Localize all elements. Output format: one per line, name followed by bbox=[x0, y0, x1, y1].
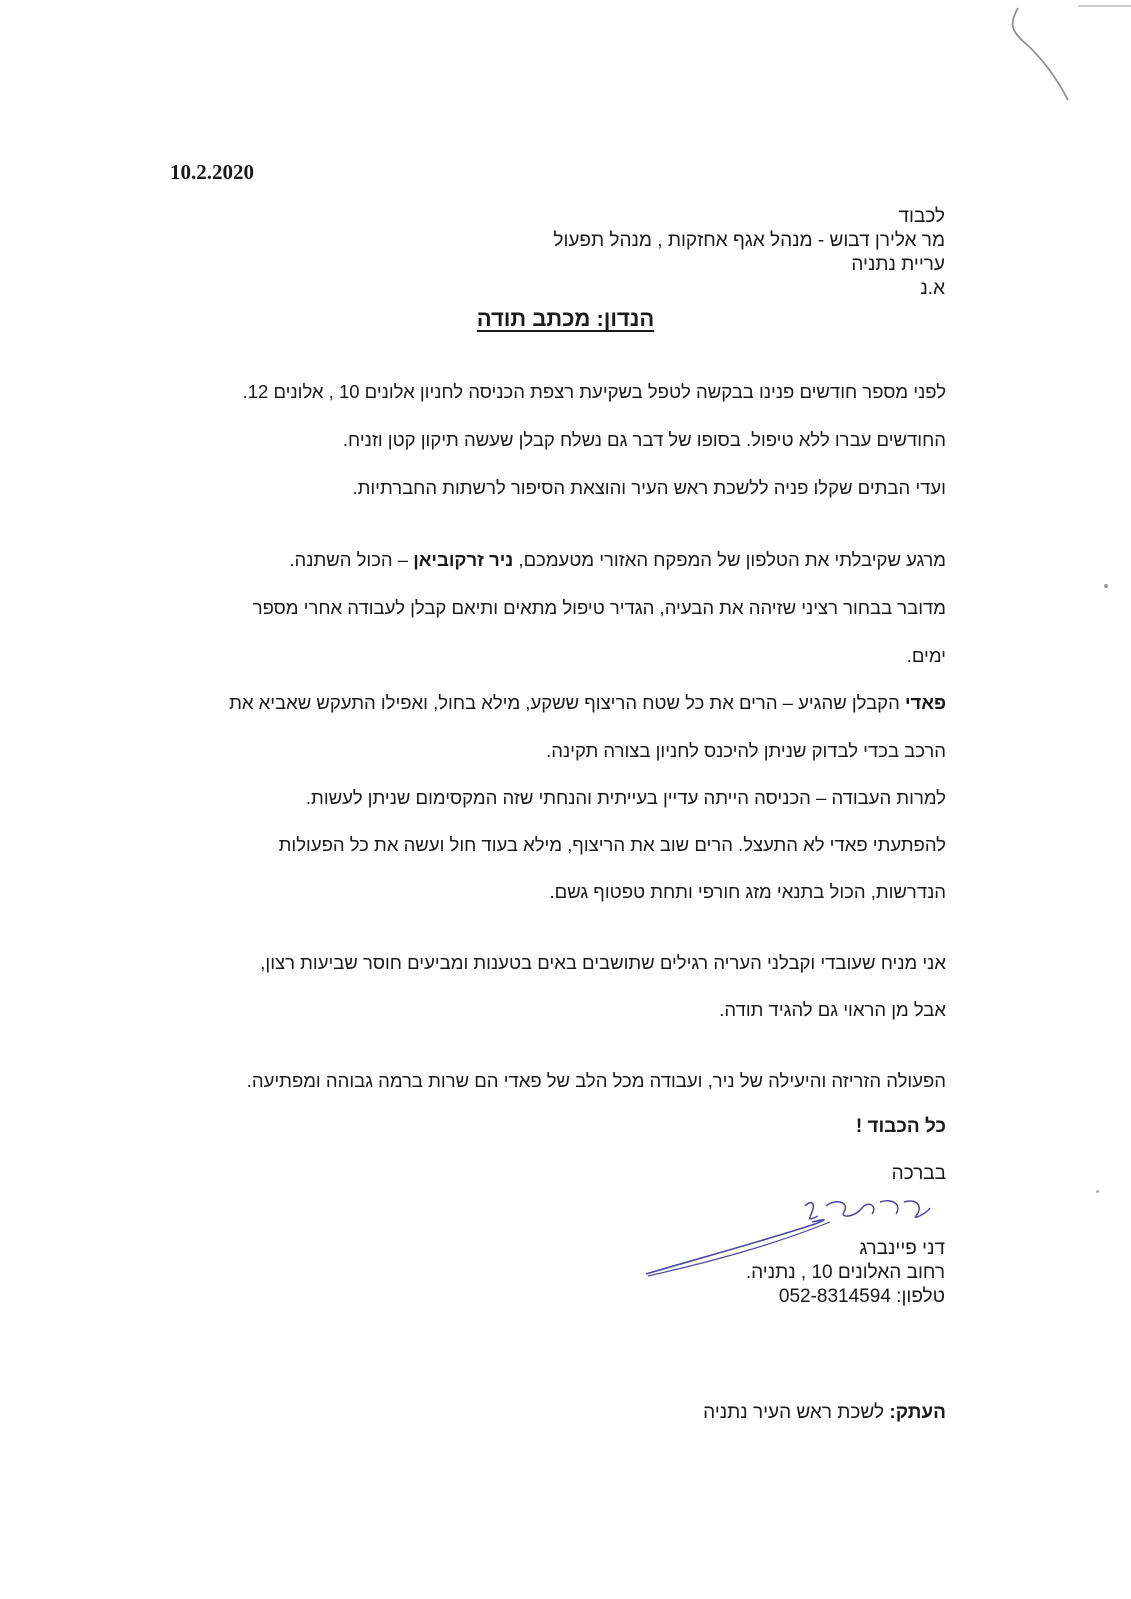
paragraph-5-line-1: מדובר בבחור רציני שזיהה את הבעיה, הגדיר טיפול מתאים ותיאם קבלן לעבודה אחרי מספר bbox=[252, 597, 946, 618]
paragraph-6-line-2: הרכב בכדי לבדוק שניתן להיכנס לחניון בצורה תקינה. bbox=[546, 740, 946, 761]
paragraph-10: הפעולה הזריזה והיעילה של ניר, ועבודה מכל הלב של פאדי הם שרות ברמה גבוהה ומפתיעה. bbox=[246, 1070, 946, 1091]
scan-speck bbox=[1104, 584, 1108, 588]
letter-date: 10.2.2020 bbox=[170, 160, 254, 184]
paragraph-3: ועדי הבתים שקלו פניה ללשכת ראש העיר והוצאת הסיפור לרשתות החברתיות. bbox=[352, 477, 946, 498]
paragraph-4-end: – הכול השתנה. bbox=[289, 549, 414, 570]
recipient-greeting: א.נ bbox=[920, 278, 945, 299]
recipient-org: עריית נתניה bbox=[851, 254, 945, 275]
cc-value: לשכת ראש העיר נתניה bbox=[703, 1402, 890, 1423]
paragraph-8-line-2: הנדרשות, הכול בתנאי מזג חורפי ותחת טפטוף גשם. bbox=[549, 881, 946, 902]
regards-line: בברכה bbox=[891, 1163, 946, 1184]
inspector-name: ניר זרקוביאן bbox=[413, 549, 514, 570]
paragraph-9-line-2: אבל מן הראוי גם להגיד תודה. bbox=[719, 999, 946, 1020]
sender-address: רחוב האלונים 10 , נתניה. bbox=[745, 1262, 945, 1283]
recipient-name: מר אלירן דבוש - מנהל אגף אחזקות , מנהל תפעול bbox=[553, 230, 945, 251]
paragraph-4 bbox=[289, 549, 946, 571]
sender-name: דני פיינברג bbox=[859, 1238, 945, 1259]
contractor-name: פאדי bbox=[904, 692, 946, 713]
sender-phone: 052-8314594 bbox=[778, 1286, 891, 1307]
scan-corner-mark bbox=[1000, 0, 1131, 110]
letter-subject: הנדון: מכתב תודה bbox=[476, 306, 655, 331]
kudos-line: כל הכבוד ! bbox=[855, 1116, 946, 1137]
paragraph-8-line-1: להפתעתי פאדי לא התעצל. הרים שוב את הריצוף, מילא בעוד חול ועשה את כל הפעולות bbox=[278, 834, 946, 855]
cc-label: העתק: bbox=[889, 1402, 946, 1423]
paragraph-5-line-2: ימים. bbox=[906, 645, 946, 666]
sender-phone-label: טלפון: bbox=[896, 1286, 945, 1307]
paragraph-6-line-1 bbox=[229, 692, 946, 714]
recipient-salutation: לכבוד bbox=[898, 206, 945, 227]
cc-line bbox=[703, 1402, 946, 1424]
scan-speck bbox=[1096, 1190, 1099, 1193]
paragraph-2: החודשים עברו ללא טיפול. בסופו של דבר גם נשלח קבלן שעשה תיקון קטן וזניח. bbox=[342, 429, 946, 450]
paragraph-4-start: מרגע שקיבלתי את הטלפון של המפקח האזורי מטעמכם, bbox=[513, 549, 946, 570]
paragraph-6-rest: הקבלן שהגיע – הרים את כל שטח הריצוף ששקע, מילא בחול, ואפילו התעקש שאביא את bbox=[229, 692, 905, 713]
sender-phone-line bbox=[779, 1285, 945, 1309]
paragraph-9-line-1: אני מניח שעובדי וקבלני העריה רגילים שתושבים באים בטענות ומביעים חוסר שביעות רצון, bbox=[260, 952, 946, 973]
paragraph-1: לפני מספר חודשים פנינו בבקשה לטפל בשקיעת רצפת הכניסה לחניון אלונים 10 , אלונים 12. bbox=[242, 381, 946, 402]
paragraph-7: למרות העבודה – הכניסה הייתה עדיין בעייתית והנחתי שזה המקסימום שניתן לעשות. bbox=[305, 787, 946, 808]
